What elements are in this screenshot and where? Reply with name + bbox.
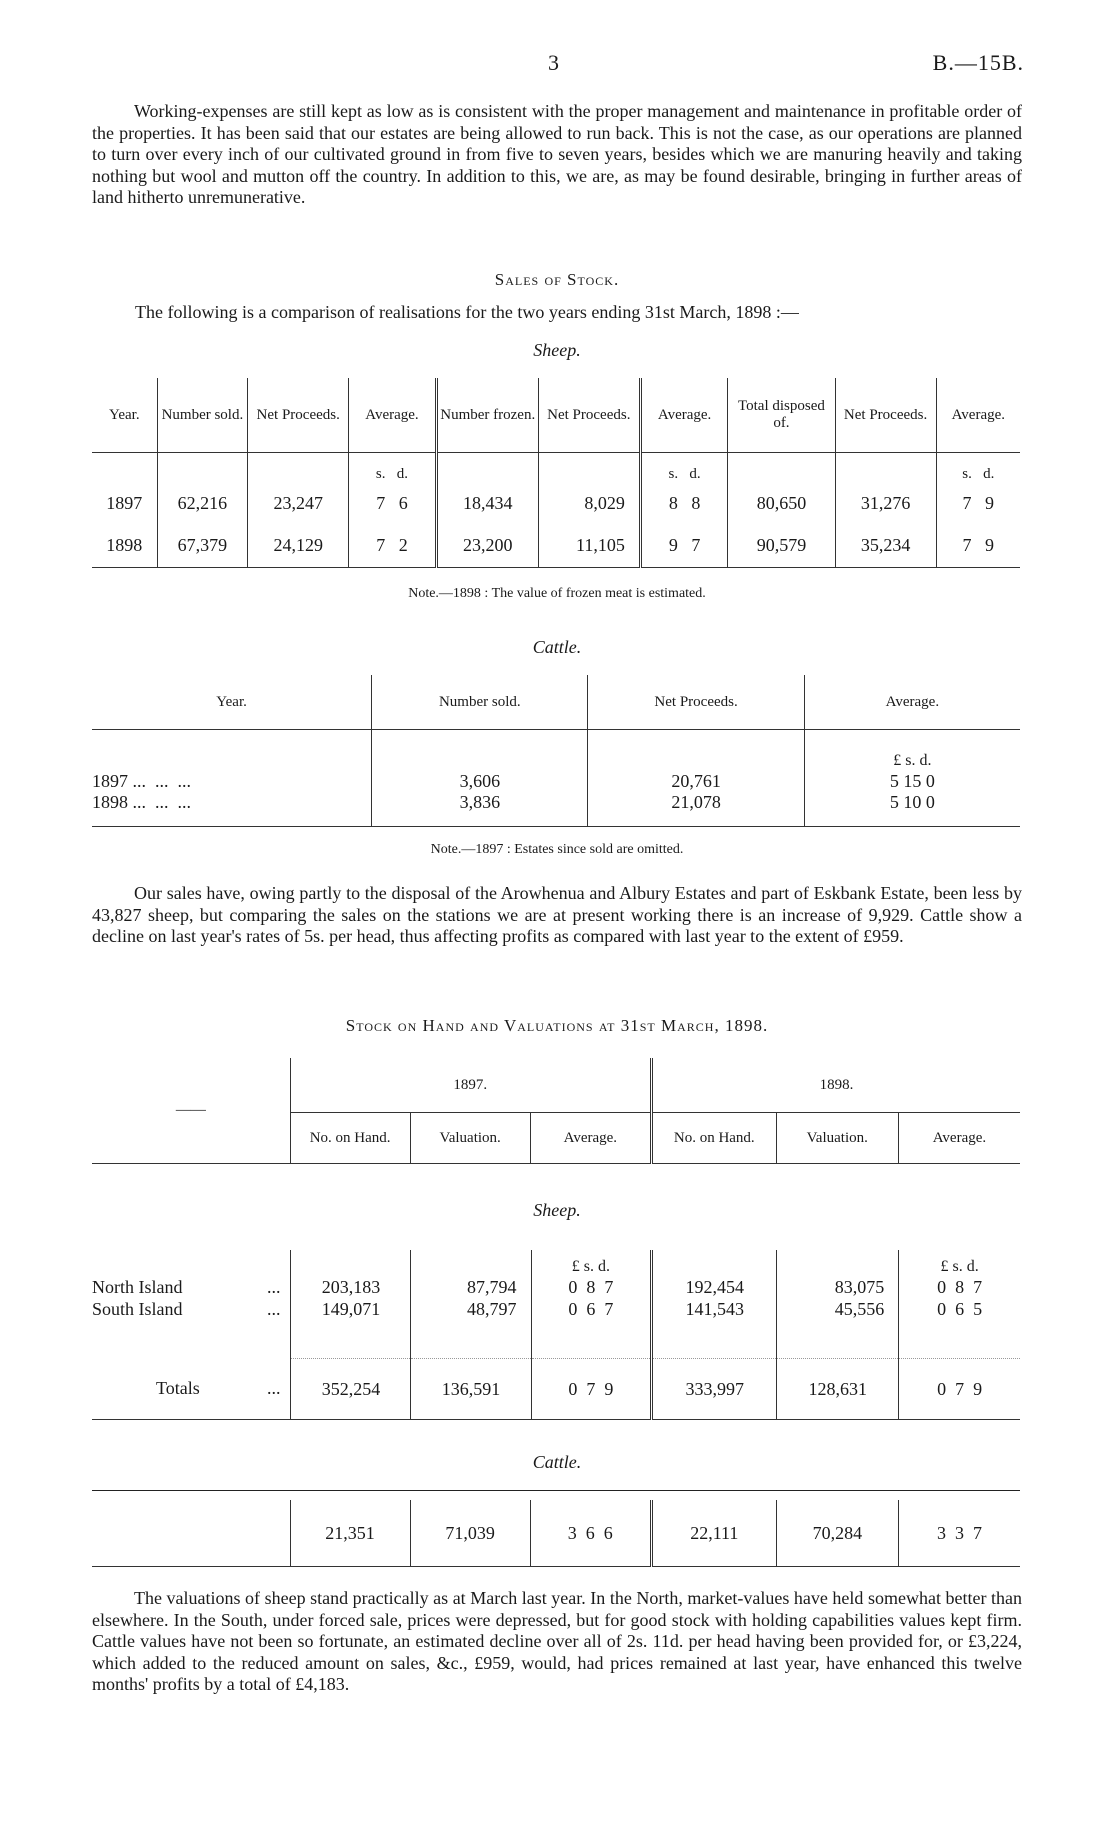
units-cell: s. d. [349, 453, 436, 484]
col-header: Valuation. [776, 1113, 898, 1164]
col-header: Valuation. [410, 1113, 530, 1164]
sheep-sales-table [92, 378, 1020, 568]
totals-row: Totals ... 352,254 136,591 0 7 9 333,997 128,631 0 7 9 [92, 1359, 1020, 1420]
cattle-table-note: Note.—1897 : Estates since sold are omitted. [430, 842, 684, 857]
col-header: Number frozen. [436, 378, 538, 453]
col-header: Number sold. [157, 378, 248, 453]
paragraph-valuations: The valuations of sheep stand practically as at March last year. In the North, market-values have held somewhat better than elsewhere. In the South, under forced sale, prices were depressed, but for good stock with holding capabilities values kept firm. Cattle values have not been so fortunate, an estimated decline over all of 2s. 11d. per head having been provided for, or £3,224, which added to the reduced amount on sales, &c., £959, would, had prices remained at last year, have enhanced this twelve months' profits by a total of £4,183. [92, 1588, 1022, 1694]
col-header: Net Proceeds. [538, 378, 640, 453]
units-cell: £ s. d. [531, 1250, 652, 1276]
units-cell: £ s. d. [899, 1250, 1020, 1276]
year-header: 1897. [290, 1058, 651, 1113]
col-header: No. on Hand. [651, 1113, 776, 1164]
col-header: Average. [936, 378, 1020, 453]
col-header: Average. [804, 675, 1020, 730]
page-header [0, 50, 1114, 78]
table-row: South Island ... 149,071 48,797 0 6 7 141,543 45,556 0 6 5 [92, 1298, 1020, 1320]
units-cell: s. d. [936, 453, 1020, 484]
units-cell: s. d. [640, 453, 727, 484]
sales-intro: The following is a comparison of realisations for the two years ending 31st March, 1898 :— [135, 302, 799, 322]
col-header: Total disposed of. [728, 378, 835, 453]
col-header: Number sold. [372, 675, 588, 730]
sheep-table-note: Note.—1898 : The value of frozen meat is estimated. [408, 586, 706, 601]
page-number: 3 [548, 50, 559, 75]
stock-cattle-table [92, 1500, 1020, 1567]
document-reference: B.—15B. [932, 50, 1024, 75]
stock-cattle-heading: Cattle. [532, 1452, 582, 1472]
year-header: 1898. [651, 1058, 1020, 1113]
table-row: 1898 67,379 24,129 7 2 23,200 11,105 9 7 90,579 35,234 7 9 [92, 523, 1020, 568]
sheep-heading: Sheep. [533, 340, 581, 360]
col-header: Average. [530, 1113, 651, 1164]
col-header: Average. [640, 378, 727, 453]
col-header: Year. [92, 675, 372, 730]
col-header: No. on Hand. [290, 1113, 410, 1164]
table-row: 1898 ... ... ... 3,836 21,078 5 10 0 [92, 792, 1020, 827]
cattle-heading: Cattle. [532, 637, 582, 657]
table-row: North Island ... 203,183 87,794 0 8 7 192,454 83,075 0 8 7 [92, 1276, 1020, 1298]
paragraph-working-expenses: Working-expenses are still kept as low as is consistent with the proper management and maintenance in profitable order of the properties. It has been said that our estates are being allowed to run back. This is not the case, as our operations are planned to turn over every inch of our cultivated ground in from five to seven years, besides which we are manuring heavily and taking nothing but wool and mutton off the country. In addition to this, we are, as may be found desirable, bringing in further areas of land hitherto unremunerative. [92, 101, 1022, 207]
col-header: Net Proceeds. [835, 378, 936, 453]
stock-table-header [92, 1058, 1020, 1164]
col-header: Year. [92, 378, 157, 453]
stub-dash: —— [92, 1058, 290, 1164]
cattle-sales-table [92, 675, 1020, 827]
col-header: Average. [349, 378, 436, 453]
col-header: Net Proceeds. [248, 378, 349, 453]
table-row: 21,351 71,039 3 6 6 22,111 70,284 3 3 7 [92, 1500, 1020, 1567]
col-header: Average. [898, 1113, 1020, 1164]
table-row: 1897 ... ... ... 3,606 20,761 5 15 0 [92, 770, 1020, 792]
units-cell: £ s. d. [804, 730, 1020, 771]
table-row: 1897 62,216 23,247 7 6 18,434 8,029 8 8 80,650 31,276 7 9 [92, 483, 1020, 523]
col-header: Net Proceeds. [588, 675, 804, 730]
stock-sheep-heading: Sheep. [533, 1200, 581, 1220]
paragraph-sales: Our sales have, owing partly to the disposal of the Arowhenua and Albury Estates and part of Eskbank Estate, been less by 43,827 sheep, but comparing the sales on the stations we are at present working there is an increase of 9,929. Cattle show a decline on last year's rates of 5s. per head, thus affecting profits as compared with last year to the extent of £959. [92, 883, 1022, 946]
stock-sheep-table [92, 1250, 1020, 1420]
sales-of-stock-heading: Sales of Stock. [494, 270, 620, 289]
stock-on-hand-heading: Stock on Hand and Valuations at 31st March, 1898. [345, 1016, 769, 1035]
